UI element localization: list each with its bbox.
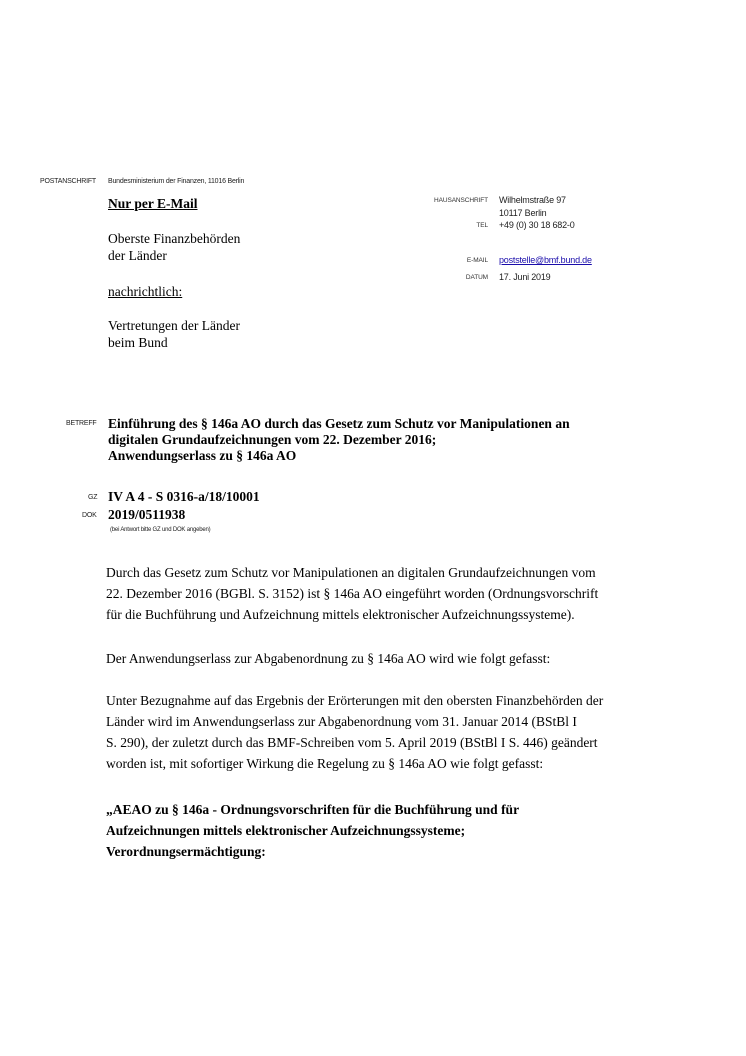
datum-label: DATUM: [465, 274, 488, 281]
subject-line-1: Einführung des § 146a AO durch das Gesetz zum Schutz vor Manipulationen an: [108, 416, 570, 431]
dok-value: 2019/0511938: [108, 507, 186, 522]
paragraph-1: [106, 562, 676, 625]
paragraph-2: Der Anwendungserlass zur Abgabenordnung zu § 146a AO wird wie folgt gefasst:: [106, 651, 551, 666]
p3-line-3: S. 290), der zuletzt durch das BMF-Schreiben vom 5. April 2019 (BStBl I S. 446) geändert: [106, 735, 598, 750]
subject-line-2: digitalen Grundaufzeichnungen vom 22. Dezember 2016;: [108, 432, 437, 447]
gz-label: GZ: [88, 494, 98, 501]
email-label: E-MAIL: [466, 257, 488, 264]
p1-line-1: Durch das Gesetz zum Schutz vor Manipulationen an digitalen Grundaufzeichnungen vom: [106, 565, 596, 580]
cc-line-1: Vertretungen der Länder: [108, 318, 240, 333]
gz-value: IV A 4 - S 0316-a/18/10001: [108, 489, 260, 504]
reference-note: (bei Antwort bitte GZ und DOK angeben): [110, 527, 211, 533]
paragraph-3: [106, 690, 676, 774]
p1-line-2: 22. Dezember 2016 (BGBl. S. 3152) ist § 146a AO eingeführt worden (Ordnungsvorschrift: [106, 586, 599, 601]
section-heading: [106, 799, 676, 862]
dok-label: DOK: [82, 512, 97, 519]
heading-line-1: „AEAO zu § 146a - Ordnungsvorschriften für die Buchführung und für: [106, 802, 520, 817]
p1-line-3: für die Buchführung und Aufzeichnung mittels elektronischer Aufzeichnungssysteme).: [106, 607, 575, 622]
sender-city: 10117 Berlin: [499, 208, 547, 218]
p3-line-1: Unter Bezugnahme auf das Ergebnis der Erörterungen mit den obersten Finanzbehörden der: [106, 693, 604, 708]
recipient-line-1: Oberste Finanzbehörden: [108, 231, 241, 246]
subject-text: [108, 416, 668, 464]
tel-label: TEL: [476, 222, 488, 229]
subject-line-3: Anwendungserlass zu § 146a AO: [108, 448, 297, 463]
betreff-label: BETREFF: [66, 420, 97, 427]
postanschrift-label: POSTANSCHRIFT: [40, 178, 96, 185]
sender-tel: +49 (0) 30 18 682-0: [499, 220, 575, 230]
email-link[interactable]: poststelle@bmf.bund.de: [499, 255, 592, 265]
recipient-line-2: der Länder: [108, 248, 167, 263]
sender-street: Wilhelmstraße 97: [499, 195, 566, 205]
letter-date: 17. Juni 2019: [499, 272, 551, 282]
postanschrift-value: Bundesministerium der Finanzen, 11016 Berlin: [108, 178, 245, 185]
p3-line-4: worden ist, mit sofortiger Wirkung die Regelung zu § 146a AO wie folgt gefasst:: [106, 756, 544, 771]
heading-line-3: Verordnungsermächtigung:: [106, 844, 266, 859]
delivery-method: Nur per E-Mail: [108, 196, 198, 211]
cc-line-2: beim Bund: [108, 335, 168, 350]
p3-line-2: Länder wird im Anwendungserlass zur Abgabenordnung vom 31. Januar 2014 (BStBl I: [106, 714, 577, 729]
hausanschrift-label: HAUSANSCHRIFT: [434, 197, 488, 204]
heading-line-2: Aufzeichnungen mittels elektronischer Aufzeichnungssysteme;: [106, 823, 466, 838]
cc-label: nachrichtlich:: [108, 284, 183, 299]
